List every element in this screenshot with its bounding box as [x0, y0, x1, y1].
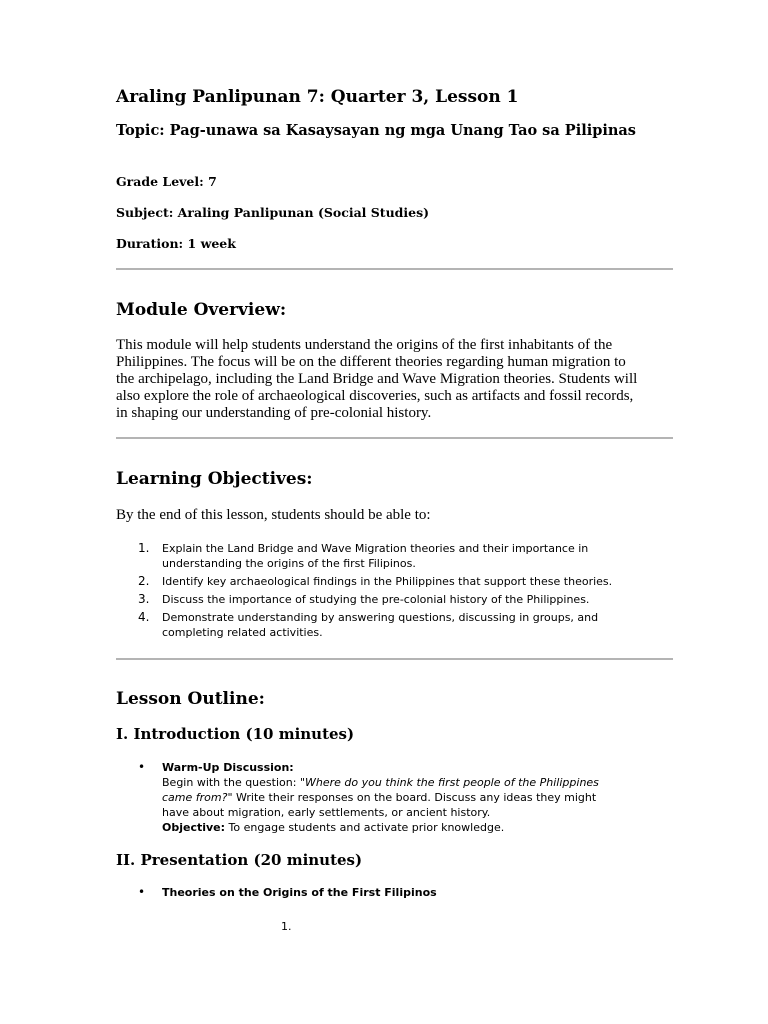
list-item	[116, 574, 656, 589]
list-number: 2.	[138, 574, 150, 588]
list-number: 4.	[138, 610, 150, 624]
warmup-instructions: Write their responses on the board. Discuss any ideas they might have about migration, early settlements, or ancient history.	[162, 791, 597, 819]
warmup-lead: Begin with the question:	[162, 776, 300, 789]
objectives-list	[116, 541, 656, 643]
grade-level: Grade Level: 7	[116, 174, 217, 189]
objective-line	[162, 820, 626, 835]
list-number: 3.	[138, 592, 150, 606]
presentation-heading: II. Presentation (20 minutes)	[116, 851, 363, 869]
objective-label: Objective:	[162, 821, 226, 834]
subject: Subject: Araling Panlipunan (Social Studies)	[116, 205, 430, 220]
module-overview-heading: Module Overview:	[116, 300, 287, 320]
bullet-icon: •	[138, 885, 146, 899]
list-item-text: Demonstrate understanding by answering questions, discussing in groups, and completing related activities.	[162, 611, 599, 639]
module-overview-text: This module will help students understand the origins of the first inhabitants of the Philippines. The focus will be on the different theories regarding human migration to the archipelago, including the Land Bridge and Wave Migration theories. Students will also explore the role of archaeological discoveries, such as artifacts and fossil records, in shaping our understanding of pre-colonial history.	[116, 337, 638, 421]
learning-objectives-heading: Learning Objectives:	[116, 469, 313, 489]
list-item	[116, 592, 656, 607]
warmup-question: "Where do you think the first people of the Philippines came from?"	[162, 776, 599, 804]
learning-objectives-intro: By the end of this lesson, students should be able to:	[116, 507, 431, 523]
warmup-text	[162, 775, 626, 820]
bullet-icon: •	[138, 760, 146, 774]
introduction-heading: I. Introduction (10 minutes)	[116, 725, 355, 743]
section-divider	[116, 658, 673, 660]
list-item-text: Identify key archaeological findings in the Philippines that support these theories.	[162, 575, 613, 588]
list-item-text: Discuss the importance of studying the pre-colonial history of the Philippines.	[162, 593, 590, 606]
sub-list-number: 1.	[281, 920, 292, 933]
warmup-label: Warm-Up Discussion:	[162, 761, 294, 774]
section-divider	[116, 268, 673, 270]
lesson-topic: Topic: Pag-unawa sa Kasaysayan ng mga Unang Tao sa Pilipinas	[116, 122, 636, 139]
list-item	[116, 610, 656, 640]
list-item-text: Explain the Land Bridge and Wave Migration theories and their importance in understanding the origins of the first Filipinos.	[162, 542, 589, 570]
objective-text: To engage students and activate prior knowledge.	[225, 821, 505, 834]
list-number: 1.	[138, 541, 150, 555]
theories-label: Theories on the Origins of the First Filipinos	[162, 886, 437, 899]
list-item	[116, 541, 656, 571]
lesson-title: Araling Panlipunan 7: Quarter 3, Lesson 1	[116, 87, 519, 107]
section-divider	[116, 437, 673, 439]
duration: Duration: 1 week	[116, 236, 236, 251]
theories-bullet	[116, 885, 626, 900]
warmup-bullet	[116, 760, 626, 835]
lesson-outline-heading: Lesson Outline:	[116, 689, 265, 709]
